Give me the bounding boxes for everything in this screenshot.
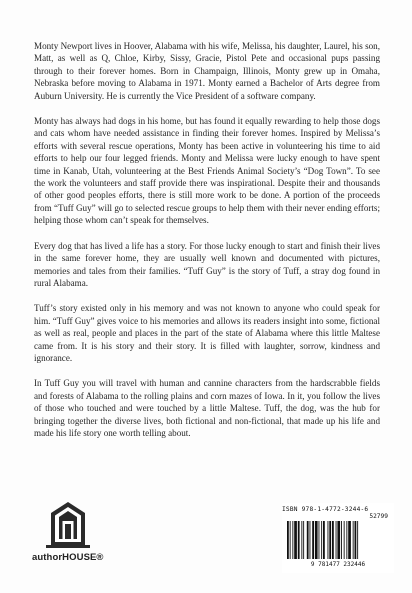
ean-number: 9 781477 232446 [310,561,366,568]
barcode-block [282,503,394,573]
cover-text [34,40,380,452]
paragraph-every-dog: Every dog that has lived a life has a story. For those lucky enough to start and finish their lives in the same forever home, they are usually well known and documented with pictures, memories and tales from their families. “Tuff Guy” is the story of Tuff, a stray dog found in rural Alabama. [34,240,380,288]
isbn-label: ISBN 978-1-4772-3244-6 [282,506,369,513]
publisher-name: authorHOUSE® [32,552,104,563]
barcode-icon [286,521,378,559]
publisher-emblem-icon [26,499,110,551]
publisher-logo [26,499,110,569]
paragraph-tuffs-story: Tuff’s story existed only in his memory and was not known to anyone who could speak for him. “Tuff Guy” gives voice to his memories and allows its readers insight into some, fictional as well as real, people and places in the part of the state of Alabama where this little Maltese came from. It is his story and their story. It is filled with laughter, sorrow, kindness and ignorance. [34,303,380,363]
paragraph-travel: In Tuff Guy you will travel with human and cannine characters from the hardscrabble fields and forests of Alabama to the rolling plains and corn mazes of Iowa. In it, you follow the lives of those who touched and were touched by a little Maltese. Tuff, the dog, was the hub for bringing together the diverse lives, both fictional and non-fictional, that made up his life and made his life story one worth telling about. [34,378,380,438]
paragraph-author-bio: Monty Newport lives in Hoover, Alabama with his wife, Melissa, his daughter, Laurel, his son, Matt, as well as Q, Chloe, Kirby, Sissy, Gracie, Pistol Pete and occasional pups passing through to their forever homes. Born in Champaign, Illinois, Monty grew up in Omaha, Nebraska before moving to Alabama in 1971. Monty earned a Bachelor of Arts degree from Auburn University. He is currently the Vice President of a software company. [34,41,380,101]
price-code: 52799 [369,513,388,520]
paragraph-rescue-work: Monty has always had dogs in his home, but has found it equally rewarding to help those dogs and cats whom have needed assistance in finding their forever homes. Inspired by Melissa’s efforts with several rescue operations, Monty has been active in volunteering his time to aid efforts to help our four legged friends. Monty and Melissa were lucky enough to have spent time in Kanab, Utah, volunteering at the Best Friends Animal Society’s “Dog Town”. To see the work the volunteers and staff provide there was inspirational. Despite their and thousands of other good peoples efforts, there is still more work to be done. A portion of the proceeds from “Tuff Guy” will go to selected rescue groups to help them with their never ending efforts; helping those whom can’t speak for themselves. [34,116,380,226]
